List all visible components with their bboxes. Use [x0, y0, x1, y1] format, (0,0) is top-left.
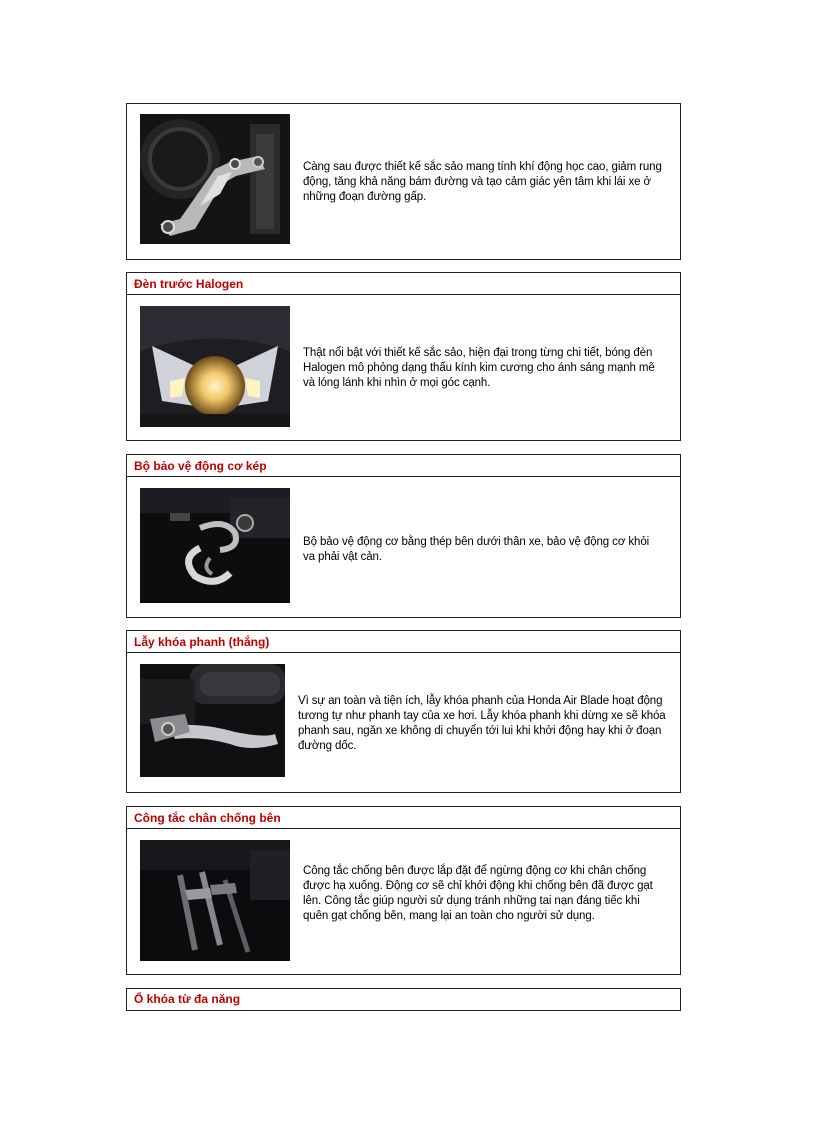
feature-text: Công tắc chống bên được lắp đặt để ngừng động cơ khi chân chống được hạ xuống. Động cơ sẽ chỉ khởi động khi chống bên đã được gạt lên. Công tắc giúp người sử dụng tránh những tai nạn đáng tiếc khi quên gạt chống bên, mang lại an toàn cho người sử dụng.: [303, 865, 653, 922]
engine-guard-photo: [140, 488, 290, 603]
feature-text: Thật nổi bật với thiết kế sắc sảo, hiện đại trong từng chi tiết, bóng đèn Halogen mô phỏng dạng thấu kính kim cương cho ánh sáng mạnh mẽ và lóng lánh khi nhìn ở mọi góc cạnh.: [303, 347, 655, 389]
feature-box-halogen: [126, 272, 681, 441]
halogen-headlight-photo: [140, 306, 290, 427]
feature-heading: Công tắc chân chống bên: [127, 807, 680, 829]
feature-heading: Lẫy khóa phanh (thắng): [127, 631, 680, 653]
feature-box-swingarm: [126, 103, 681, 260]
feature-text: Càng sau được thiết kế sắc sảo mang tính khí động học cao, giảm rung động, tăng khả năng bám đường và tạo cảm giác yên tâm khi lái xe ở những đoạn đường gấp.: [303, 161, 662, 203]
side-stand-switch-photo: [140, 840, 290, 961]
feature-heading: Bộ bảo vệ động cơ kép: [127, 455, 680, 477]
feature-text: Vì sự an toàn và tiện ích, lẫy khóa phanh của Honda Air Blade hoạt động tương tự như phanh tay của xe hơi. Lẫy khóa phanh khi dừng xe sẽ khóa phanh sau, ngăn xe không di chuyển tới lui khi khởi động hay khi ở đoạn đường dốc.: [298, 695, 666, 752]
brake-lever-photo: [140, 664, 285, 777]
feature-heading: Ổ khóa từ đa năng: [134, 992, 241, 1006]
feature-text: Bộ bảo vệ động cơ bằng thép bên dưới thân xe, bảo vệ động cơ khỏi va phải vật cản.: [303, 536, 650, 563]
feature-box-engine-guard: [126, 454, 681, 618]
feature-box-side-stand: [126, 806, 681, 975]
rear-swingarm-photo: [140, 114, 290, 244]
feature-box-brake-lever: [126, 630, 681, 793]
feature-box-key-lock: [126, 988, 681, 1011]
feature-heading: Đèn trước Halogen: [127, 273, 680, 295]
